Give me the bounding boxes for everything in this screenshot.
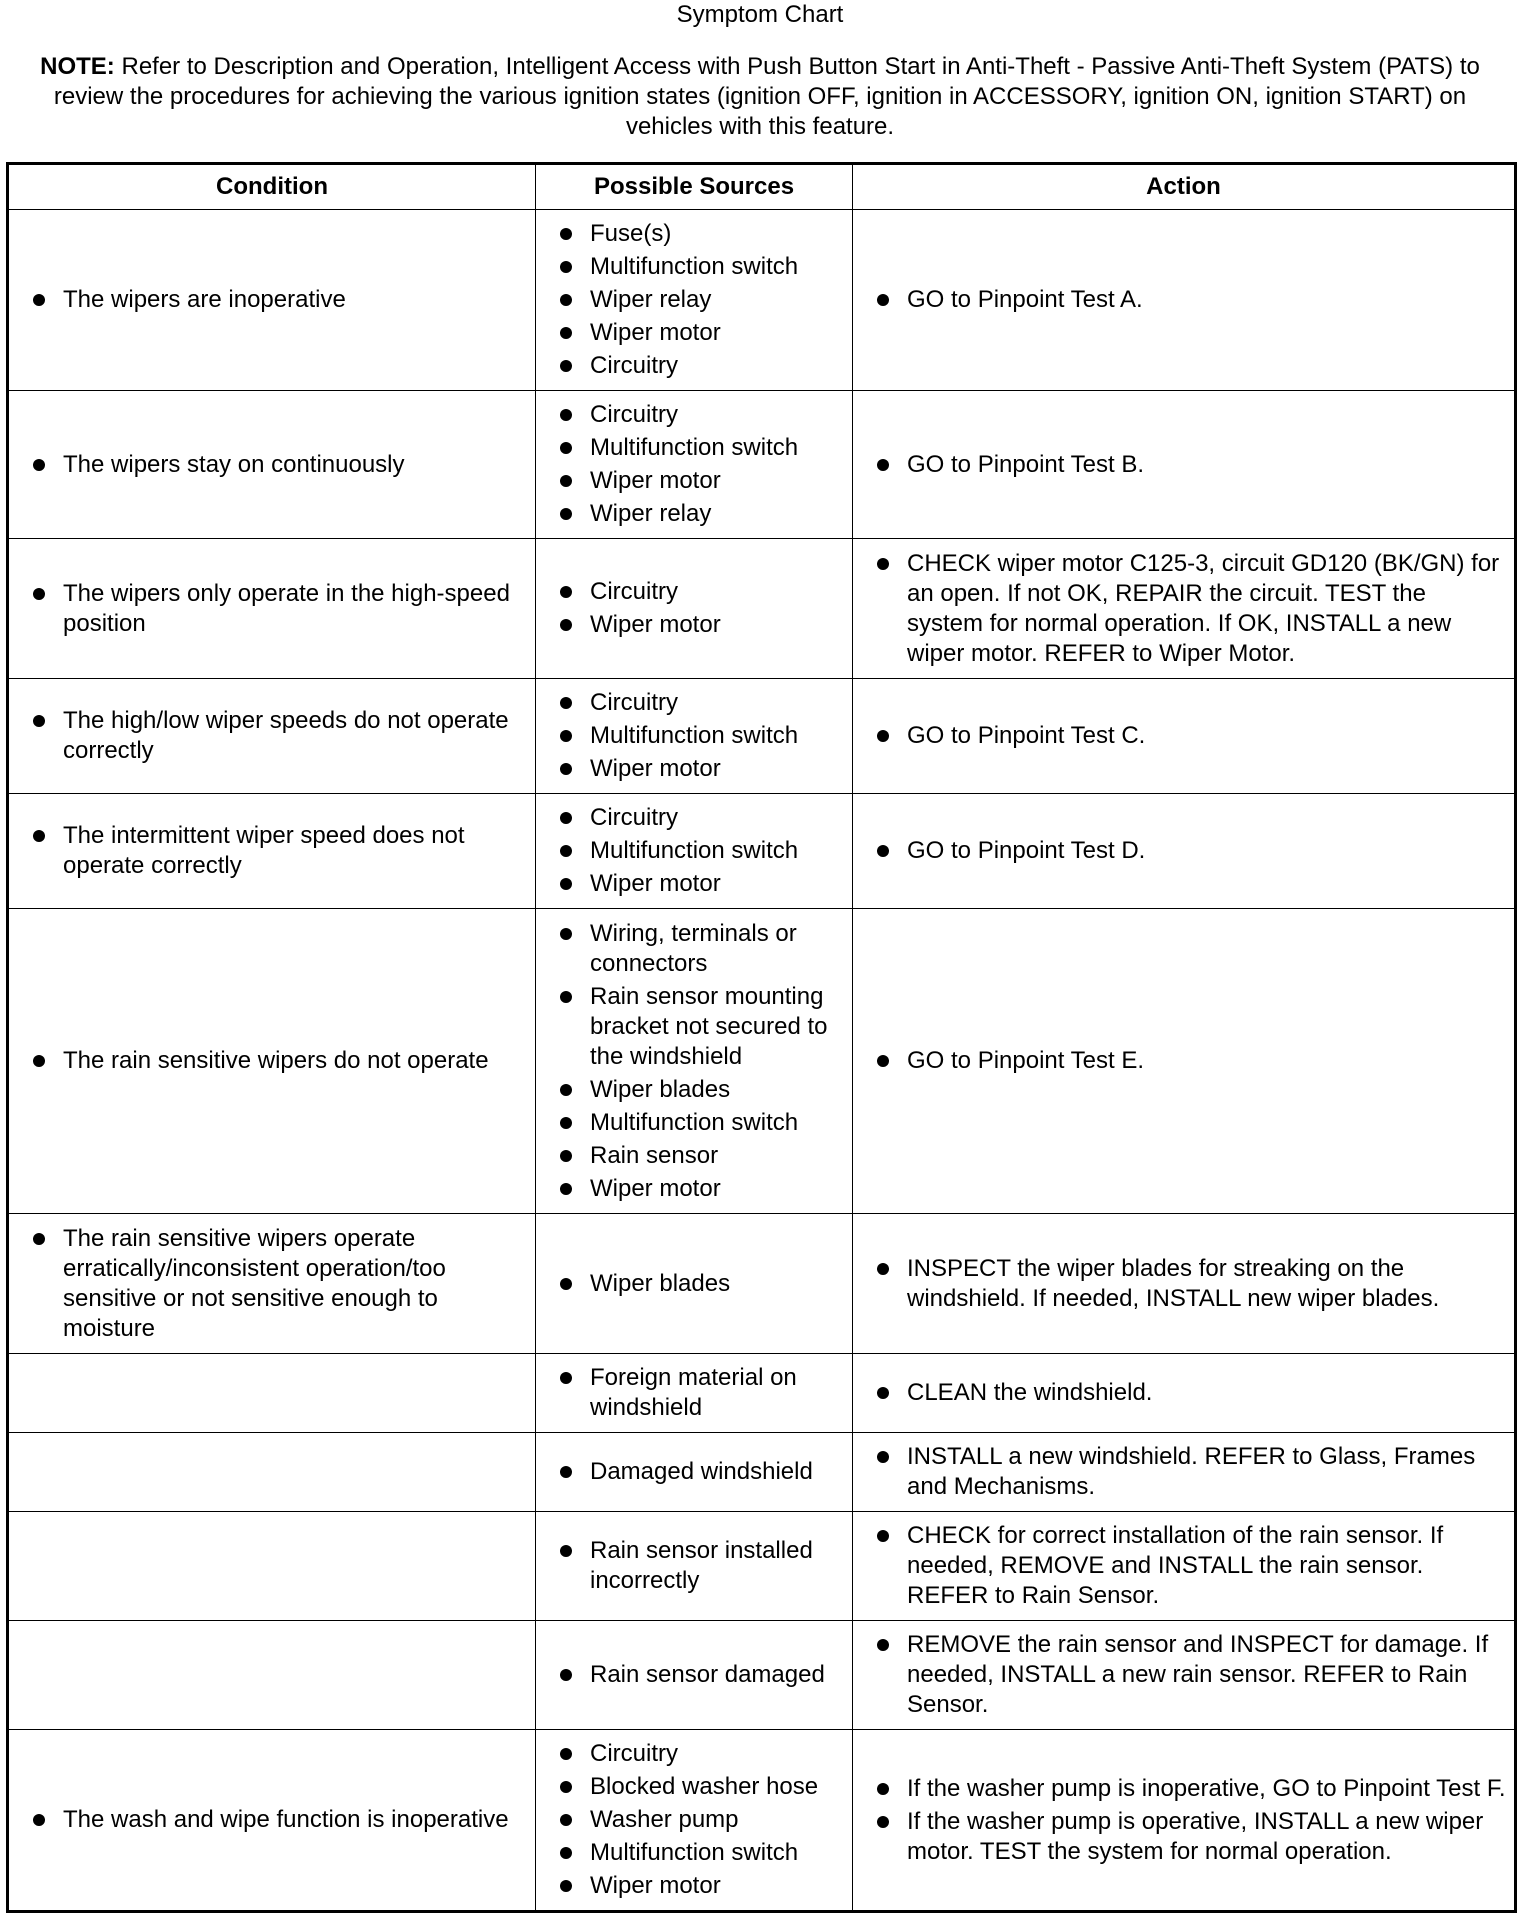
action-list [861, 1774, 1506, 1867]
sources-item: Multifunction switch [544, 721, 844, 751]
sources-item: Wiper blades [544, 1075, 844, 1105]
action-cell [853, 1354, 1516, 1433]
sources-item: Circuitry [544, 803, 844, 833]
condition-cell [8, 1512, 536, 1621]
sources-list [544, 577, 844, 640]
action-cell [853, 1214, 1516, 1354]
table-row [8, 1621, 1516, 1730]
table-row [8, 1354, 1516, 1433]
condition-item: The high/low wiper speeds do not operate correctly [17, 706, 527, 766]
condition-list [17, 285, 527, 315]
condition-item: The wash and wipe function is inoperative [17, 1805, 527, 1835]
action-cell [853, 539, 1516, 679]
action-list [861, 836, 1506, 866]
action-cell [853, 1433, 1516, 1512]
table-row [8, 1512, 1516, 1621]
sources-cell [536, 1621, 853, 1730]
sources-item: Rain sensor damaged [544, 1660, 844, 1690]
action-list [861, 1521, 1506, 1611]
condition-list [17, 450, 527, 480]
header-action: Action [853, 164, 1516, 210]
action-item: GO to Pinpoint Test B. [861, 450, 1506, 480]
action-list [861, 1254, 1506, 1314]
sources-item: Blocked washer hose [544, 1772, 844, 1802]
action-item: GO to Pinpoint Test A. [861, 285, 1506, 315]
action-item: INSTALL a new windshield. REFER to Glass, Frames and Mechanisms. [861, 1442, 1506, 1502]
sources-cell [536, 1512, 853, 1621]
sources-item: Wiper blades [544, 1269, 844, 1299]
action-item: INSPECT the wiper blades for streaking on the windshield. If needed, INSTALL new wiper blades. [861, 1254, 1506, 1314]
action-cell [853, 1512, 1516, 1621]
condition-cell [8, 1730, 536, 1912]
sources-cell [536, 210, 853, 391]
condition-cell [8, 1354, 536, 1433]
condition-item: The wipers stay on continuously [17, 450, 527, 480]
table-row [8, 539, 1516, 679]
table-row [8, 794, 1516, 909]
condition-list [17, 1805, 527, 1835]
sources-list [544, 1739, 844, 1901]
sources-item: Fuse(s) [544, 219, 844, 249]
sources-cell [536, 1730, 853, 1912]
condition-cell [8, 210, 536, 391]
sources-item: Rain sensor mounting bracket not secured to the windshield [544, 982, 844, 1072]
action-list [861, 450, 1506, 480]
table-row [8, 1433, 1516, 1512]
action-list [861, 1378, 1506, 1408]
sources-item: Wiring, terminals or connectors [544, 919, 844, 979]
condition-list [17, 706, 527, 766]
table-row [8, 210, 1516, 391]
table-row [8, 679, 1516, 794]
action-item: CHECK for correct installation of the rain sensor. If needed, REMOVE and INSTALL the rain sensor. REFER to Rain Sensor. [861, 1521, 1506, 1611]
action-cell [853, 1621, 1516, 1730]
sources-item: Wiper relay [544, 285, 844, 315]
sources-item: Wiper motor [544, 1871, 844, 1901]
action-list [861, 1630, 1506, 1720]
action-list [861, 1046, 1506, 1076]
sources-list [544, 1536, 844, 1596]
action-item: If the washer pump is inoperative, GO to Pinpoint Test F. [861, 1774, 1506, 1804]
sources-item: Washer pump [544, 1805, 844, 1835]
action-cell [853, 391, 1516, 539]
header-condition: Condition [8, 164, 536, 210]
action-cell [853, 794, 1516, 909]
sources-item: Rain sensor [544, 1141, 844, 1171]
sources-item: Damaged windshield [544, 1457, 844, 1487]
sources-list [544, 400, 844, 529]
sources-list [544, 1363, 844, 1423]
action-cell [853, 210, 1516, 391]
sources-list [544, 688, 844, 784]
condition-item: The rain sensitive wipers operate erratically/inconsistent operation/too sensitive or not sensitive enough to moisture [17, 1224, 527, 1344]
action-list [861, 549, 1506, 669]
sources-list [544, 1457, 844, 1487]
condition-item: The wipers are inoperative [17, 285, 527, 315]
sources-item: Multifunction switch [544, 252, 844, 282]
sources-item: Wiper motor [544, 869, 844, 899]
sources-cell [536, 1214, 853, 1354]
sources-item: Wiper motor [544, 466, 844, 496]
note-text: Refer to Description and Operation, Intelligent Access with Push Button Start in Anti-Theft - Passive Anti-Theft System (PATS) to review the procedures for achieving the various ignition states (ignition OFF, ignition in ACCESSORY, ignition ON, ignition START) on vehicles with this feature. [53, 53, 1480, 140]
page-title: Symptom Chart [676, 1, 844, 28]
sources-item: Multifunction switch [544, 836, 844, 866]
sources-cell [536, 909, 853, 1214]
sources-cell [536, 391, 853, 539]
sources-item: Multifunction switch [544, 1108, 844, 1138]
sources-list [544, 219, 844, 381]
sources-cell [536, 539, 853, 679]
condition-list [17, 1046, 527, 1076]
sources-cell [536, 794, 853, 909]
sources-item: Rain sensor installed incorrectly [544, 1536, 844, 1596]
condition-list [17, 1224, 527, 1344]
sources-item: Multifunction switch [544, 433, 844, 463]
sources-item: Wiper motor [544, 610, 844, 640]
action-list [861, 285, 1506, 315]
condition-cell [8, 1621, 536, 1730]
condition-cell [8, 794, 536, 909]
sources-item: Circuitry [544, 688, 844, 718]
condition-cell [8, 679, 536, 794]
sources-item: Multifunction switch [544, 1838, 844, 1868]
header-possible-sources: Possible Sources [536, 164, 853, 210]
condition-cell [8, 1433, 536, 1512]
sources-item: Foreign material on windshield [544, 1363, 844, 1423]
sources-item: Circuitry [544, 351, 844, 381]
table-row [8, 391, 1516, 539]
condition-cell [8, 909, 536, 1214]
action-cell [853, 909, 1516, 1214]
sources-list [544, 1269, 844, 1299]
sources-cell [536, 679, 853, 794]
action-cell [853, 1730, 1516, 1912]
sources-cell [536, 1354, 853, 1433]
symptom-chart-table [6, 162, 1517, 1913]
note-paragraph [10, 52, 1510, 142]
action-item: GO to Pinpoint Test C. [861, 721, 1506, 751]
table-row [8, 909, 1516, 1214]
action-item: GO to Pinpoint Test E. [861, 1046, 1506, 1076]
condition-item: The intermittent wiper speed does not operate correctly [17, 821, 527, 881]
sources-cell [536, 1433, 853, 1512]
sources-item: Wiper motor [544, 1174, 844, 1204]
condition-cell [8, 1214, 536, 1354]
action-item: REMOVE the rain sensor and INSPECT for damage. If needed, INSTALL a new rain sensor. REFER to Rain Sensor. [861, 1630, 1506, 1720]
sources-list [544, 803, 844, 899]
condition-item: The rain sensitive wipers do not operate [17, 1046, 527, 1076]
condition-cell [8, 539, 536, 679]
action-list [861, 1442, 1506, 1502]
condition-cell [8, 391, 536, 539]
sources-list [544, 919, 844, 1204]
action-item: CHECK wiper motor C125-3, circuit GD120 (BK/GN) for an open. If not OK, REPAIR the circuit. TEST the system for normal operation. If OK, INSTALL a new wiper motor. REFER to Wiper Motor. [861, 549, 1506, 669]
table-row [8, 1730, 1516, 1912]
sources-list [544, 1660, 844, 1690]
chart-body [8, 210, 1516, 1912]
sources-item: Circuitry [544, 577, 844, 607]
action-cell [853, 679, 1516, 794]
action-item: CLEAN the windshield. [861, 1378, 1506, 1408]
sources-item: Circuitry [544, 400, 844, 430]
sources-item: Circuitry [544, 1739, 844, 1769]
condition-item: The wipers only operate in the high-speed position [17, 579, 527, 639]
sources-item: Wiper motor [544, 754, 844, 784]
action-item: GO to Pinpoint Test D. [861, 836, 1506, 866]
table-row [8, 1214, 1516, 1354]
action-item: If the washer pump is operative, INSTALL a new wiper motor. TEST the system for normal operation. [861, 1807, 1506, 1867]
action-list [861, 721, 1506, 751]
condition-list [17, 821, 527, 881]
sources-item: Wiper relay [544, 499, 844, 529]
note-label: NOTE: [40, 53, 115, 80]
header-row [8, 164, 1516, 210]
condition-list [17, 579, 527, 639]
sources-item: Wiper motor [544, 318, 844, 348]
